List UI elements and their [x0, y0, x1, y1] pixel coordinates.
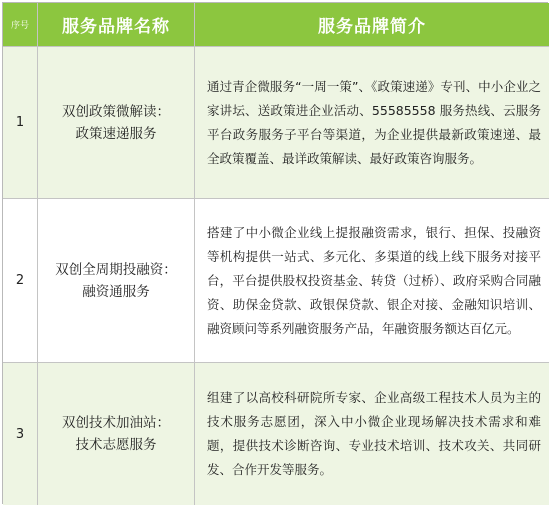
row-3-description: 组建了以高校科研院所专家、企业高级工程技术人员为主的技术服务志愿团，深入中小微企业现场解决技术需求和难题，提供技术诊断咨询、专业技术培训、技术攻关、共同研发、合作开发等服务。 [195, 363, 549, 505]
row-1-description: 通过青企微服务“一周一策”、《政策速递》专刊、中小企业之家讲坛、送政策进企业活动、55585558 服务热线、云服务平台政务服务子平台等渠道，为企业提供最新政策速递、最全政策覆盖、最详政策解读、最好政策咨询服务。 [195, 47, 549, 199]
row-2-name-line1: 双创全周期投融资： [55, 261, 177, 278]
header-num: 序号 [3, 3, 38, 47]
row-3-name-line2: 技术志愿服务 [75, 437, 157, 453]
row-1-num: 1 [3, 47, 38, 199]
table-grid [2, 2, 548, 504]
row-2-description: 搭建了中小微企业线上提报融资需求，银行、担保、投融资等机构提供一站式、多元化、多渠道的线上线下服务对接平台，平台提供股权投资基金、转贷（过桥）、政府采购合同融资、助保金贷款、政银保贷款、银企对接、金融知识培训、融资顾问等系列融资服务产品，年融资服务额达百亿元。 [195, 199, 549, 363]
row-2-name-line2: 融资通服务 [82, 283, 150, 300]
header-brand-name: 服务品牌名称 [38, 3, 195, 47]
row-3-num: 3 [3, 363, 38, 505]
row-1-name-line2: 政策速递服务 [75, 125, 157, 142]
row-1-name [38, 47, 195, 199]
row-2-name [38, 199, 195, 363]
row-3-name [38, 363, 195, 505]
row-1-name-line1: 双创政策微解读： [62, 103, 170, 120]
row-2-num: 2 [3, 199, 38, 363]
header-brand-intro: 服务品牌简介 [195, 3, 549, 47]
row-3-name-line1: 双创技术加油站： [62, 415, 170, 431]
